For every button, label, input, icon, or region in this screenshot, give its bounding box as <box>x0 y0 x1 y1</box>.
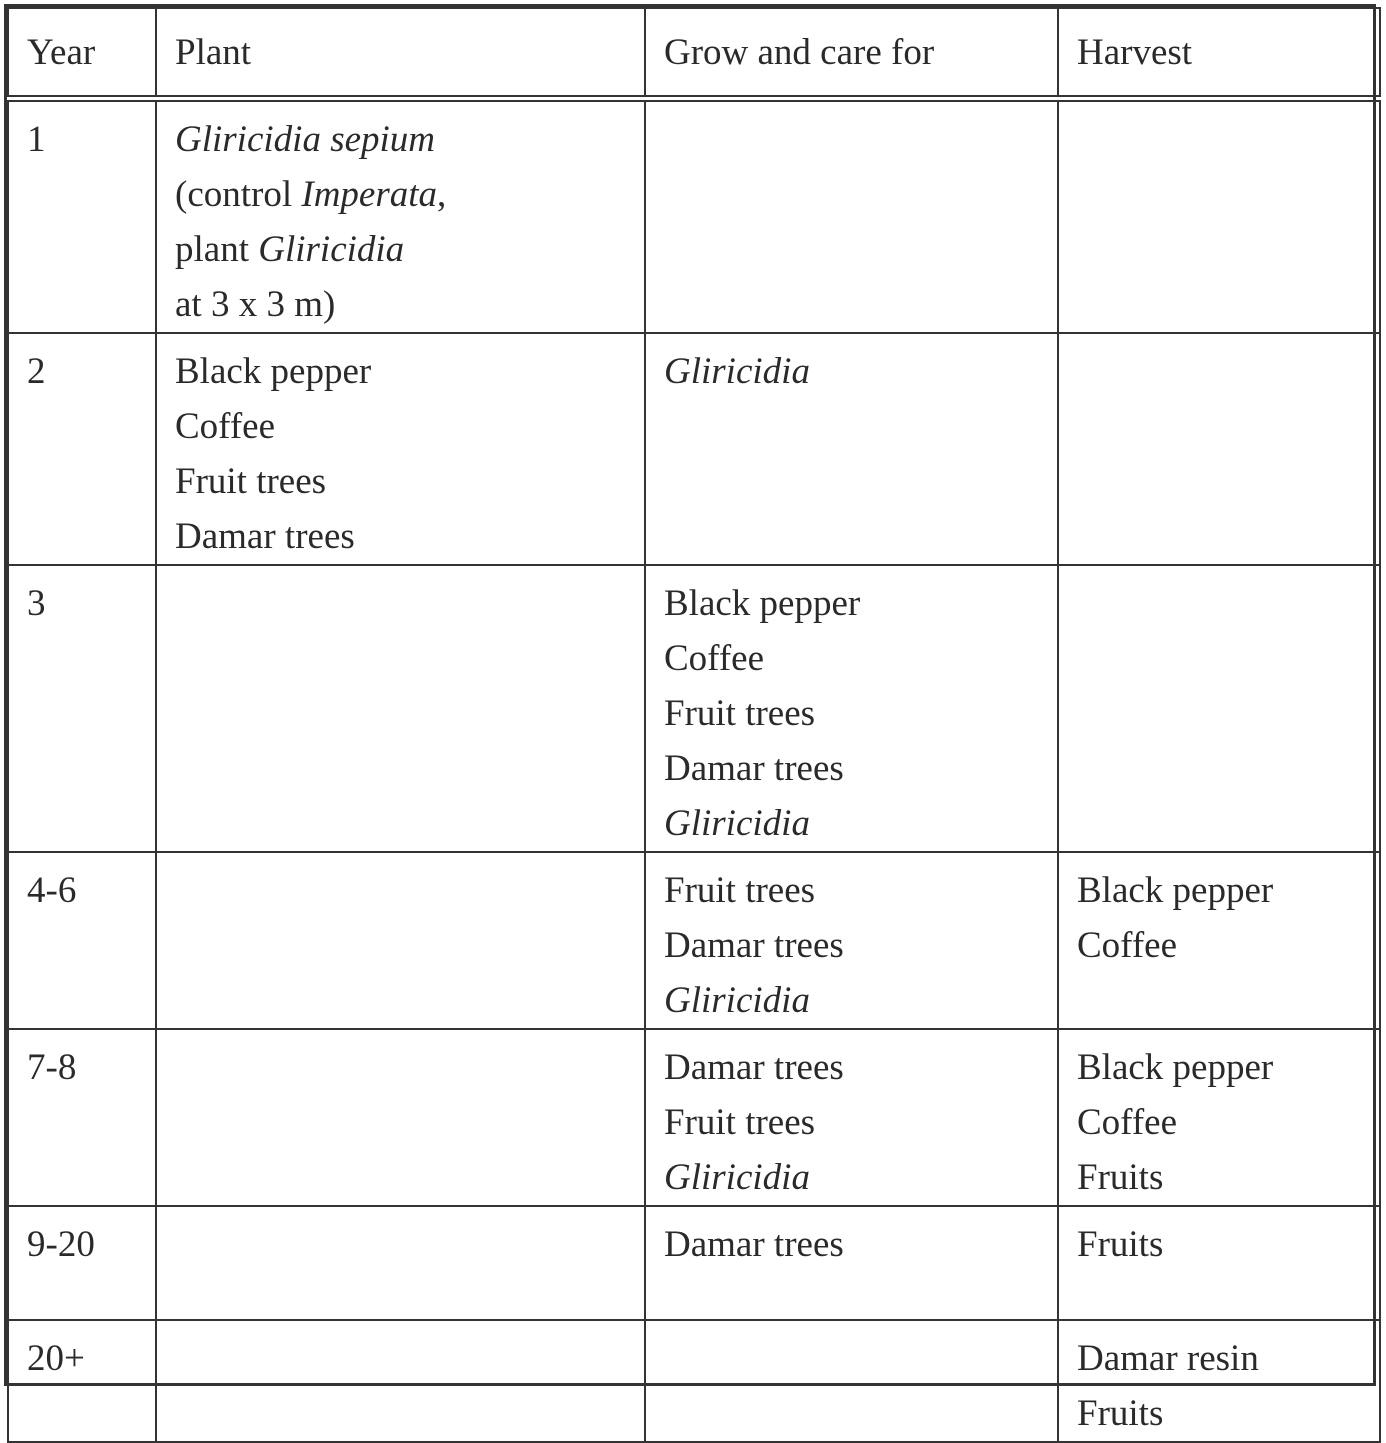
harvest-cell <box>1058 1320 1380 1442</box>
plant-item: Coffee <box>175 405 275 447</box>
plant-text-italic: Imperata <box>301 173 438 215</box>
plant-cell <box>156 1206 645 1320</box>
plant-item: at 3 x 3 m) <box>175 283 336 325</box>
harvest-cell <box>1058 1206 1380 1320</box>
planting-schedule-table <box>4 4 1376 1434</box>
year-cell: 20+ <box>8 1320 156 1442</box>
plant-item: Damar trees <box>175 515 355 557</box>
plant-text-italic: Gliricidia <box>258 228 405 270</box>
harvest-cell <box>1058 565 1380 852</box>
year-cell: 2 <box>8 333 156 565</box>
plant-text: (control <box>175 173 302 215</box>
plant-cell <box>156 1320 645 1442</box>
harvest-item: Fruits <box>1077 1392 1164 1434</box>
grow-item: Damar trees <box>664 747 844 789</box>
table-row <box>8 333 1380 565</box>
harvest-cell <box>1058 98 1380 333</box>
year-cell: 3 <box>8 565 156 852</box>
harvest-item: Damar resin <box>1077 1337 1259 1379</box>
grow-item: Fruit trees <box>664 1101 816 1143</box>
plant-cell <box>156 1029 645 1206</box>
grow-cell <box>645 333 1058 565</box>
year-cell: 9-20 <box>8 1206 156 1320</box>
grow-item: Fruit trees <box>664 869 816 911</box>
harvest-item: Black pepper <box>1077 869 1274 911</box>
grow-item: Gliricidia <box>664 1156 810 1198</box>
plant-cell <box>156 333 645 565</box>
table-row <box>8 565 1380 852</box>
plant-text: plant <box>175 228 259 270</box>
table-row <box>8 1029 1380 1206</box>
harvest-item: Black pepper <box>1077 1046 1274 1088</box>
harvest-cell <box>1058 852 1380 1029</box>
header-harvest: Harvest <box>1058 8 1380 98</box>
grow-item: Coffee <box>664 637 764 679</box>
plant-item: Black pepper <box>175 350 372 392</box>
grow-item: Gliricidia <box>664 979 810 1021</box>
header-plant: Plant <box>156 8 645 98</box>
table-row <box>8 852 1380 1029</box>
table-row <box>8 1206 1380 1320</box>
grow-item: Fruit trees <box>664 692 816 734</box>
plant-item <box>175 167 626 222</box>
grow-item: Gliricidia <box>664 350 810 392</box>
year-cell: 4-6 <box>8 852 156 1029</box>
grow-cell <box>645 1320 1058 1442</box>
grow-item: Black pepper <box>664 582 861 624</box>
table-row <box>8 98 1380 333</box>
harvest-item: Fruits <box>1077 1156 1164 1198</box>
harvest-item: Coffee <box>1077 924 1177 966</box>
plant-item <box>175 222 626 277</box>
table-row <box>8 1320 1380 1442</box>
plant-cell <box>156 852 645 1029</box>
harvest-cell <box>1058 333 1380 565</box>
plant-text: , <box>437 173 447 215</box>
grow-cell <box>645 1206 1058 1320</box>
header-year: Year <box>8 8 156 98</box>
grow-item: Damar trees <box>664 924 844 966</box>
header-grow-and-care-for: Grow and care for <box>645 8 1058 98</box>
plant-item: Fruit trees <box>175 460 327 502</box>
grow-cell <box>645 98 1058 333</box>
grow-item: Damar trees <box>664 1046 844 1088</box>
grow-item: Gliricidia <box>664 802 810 844</box>
grow-cell <box>645 565 1058 852</box>
schedule-table <box>7 7 1381 1443</box>
harvest-item: Fruits <box>1077 1223 1164 1265</box>
year-cell: 7-8 <box>8 1029 156 1206</box>
year-cell: 1 <box>8 98 156 333</box>
harvest-cell <box>1058 1029 1380 1206</box>
table-header-row <box>8 8 1380 98</box>
plant-item: Gliricidia sepium <box>175 118 436 160</box>
grow-cell <box>645 1029 1058 1206</box>
plant-cell <box>156 565 645 852</box>
harvest-item: Coffee <box>1077 1101 1177 1143</box>
plant-cell <box>156 98 645 333</box>
grow-cell <box>645 852 1058 1029</box>
grow-item: Damar trees <box>664 1223 844 1265</box>
